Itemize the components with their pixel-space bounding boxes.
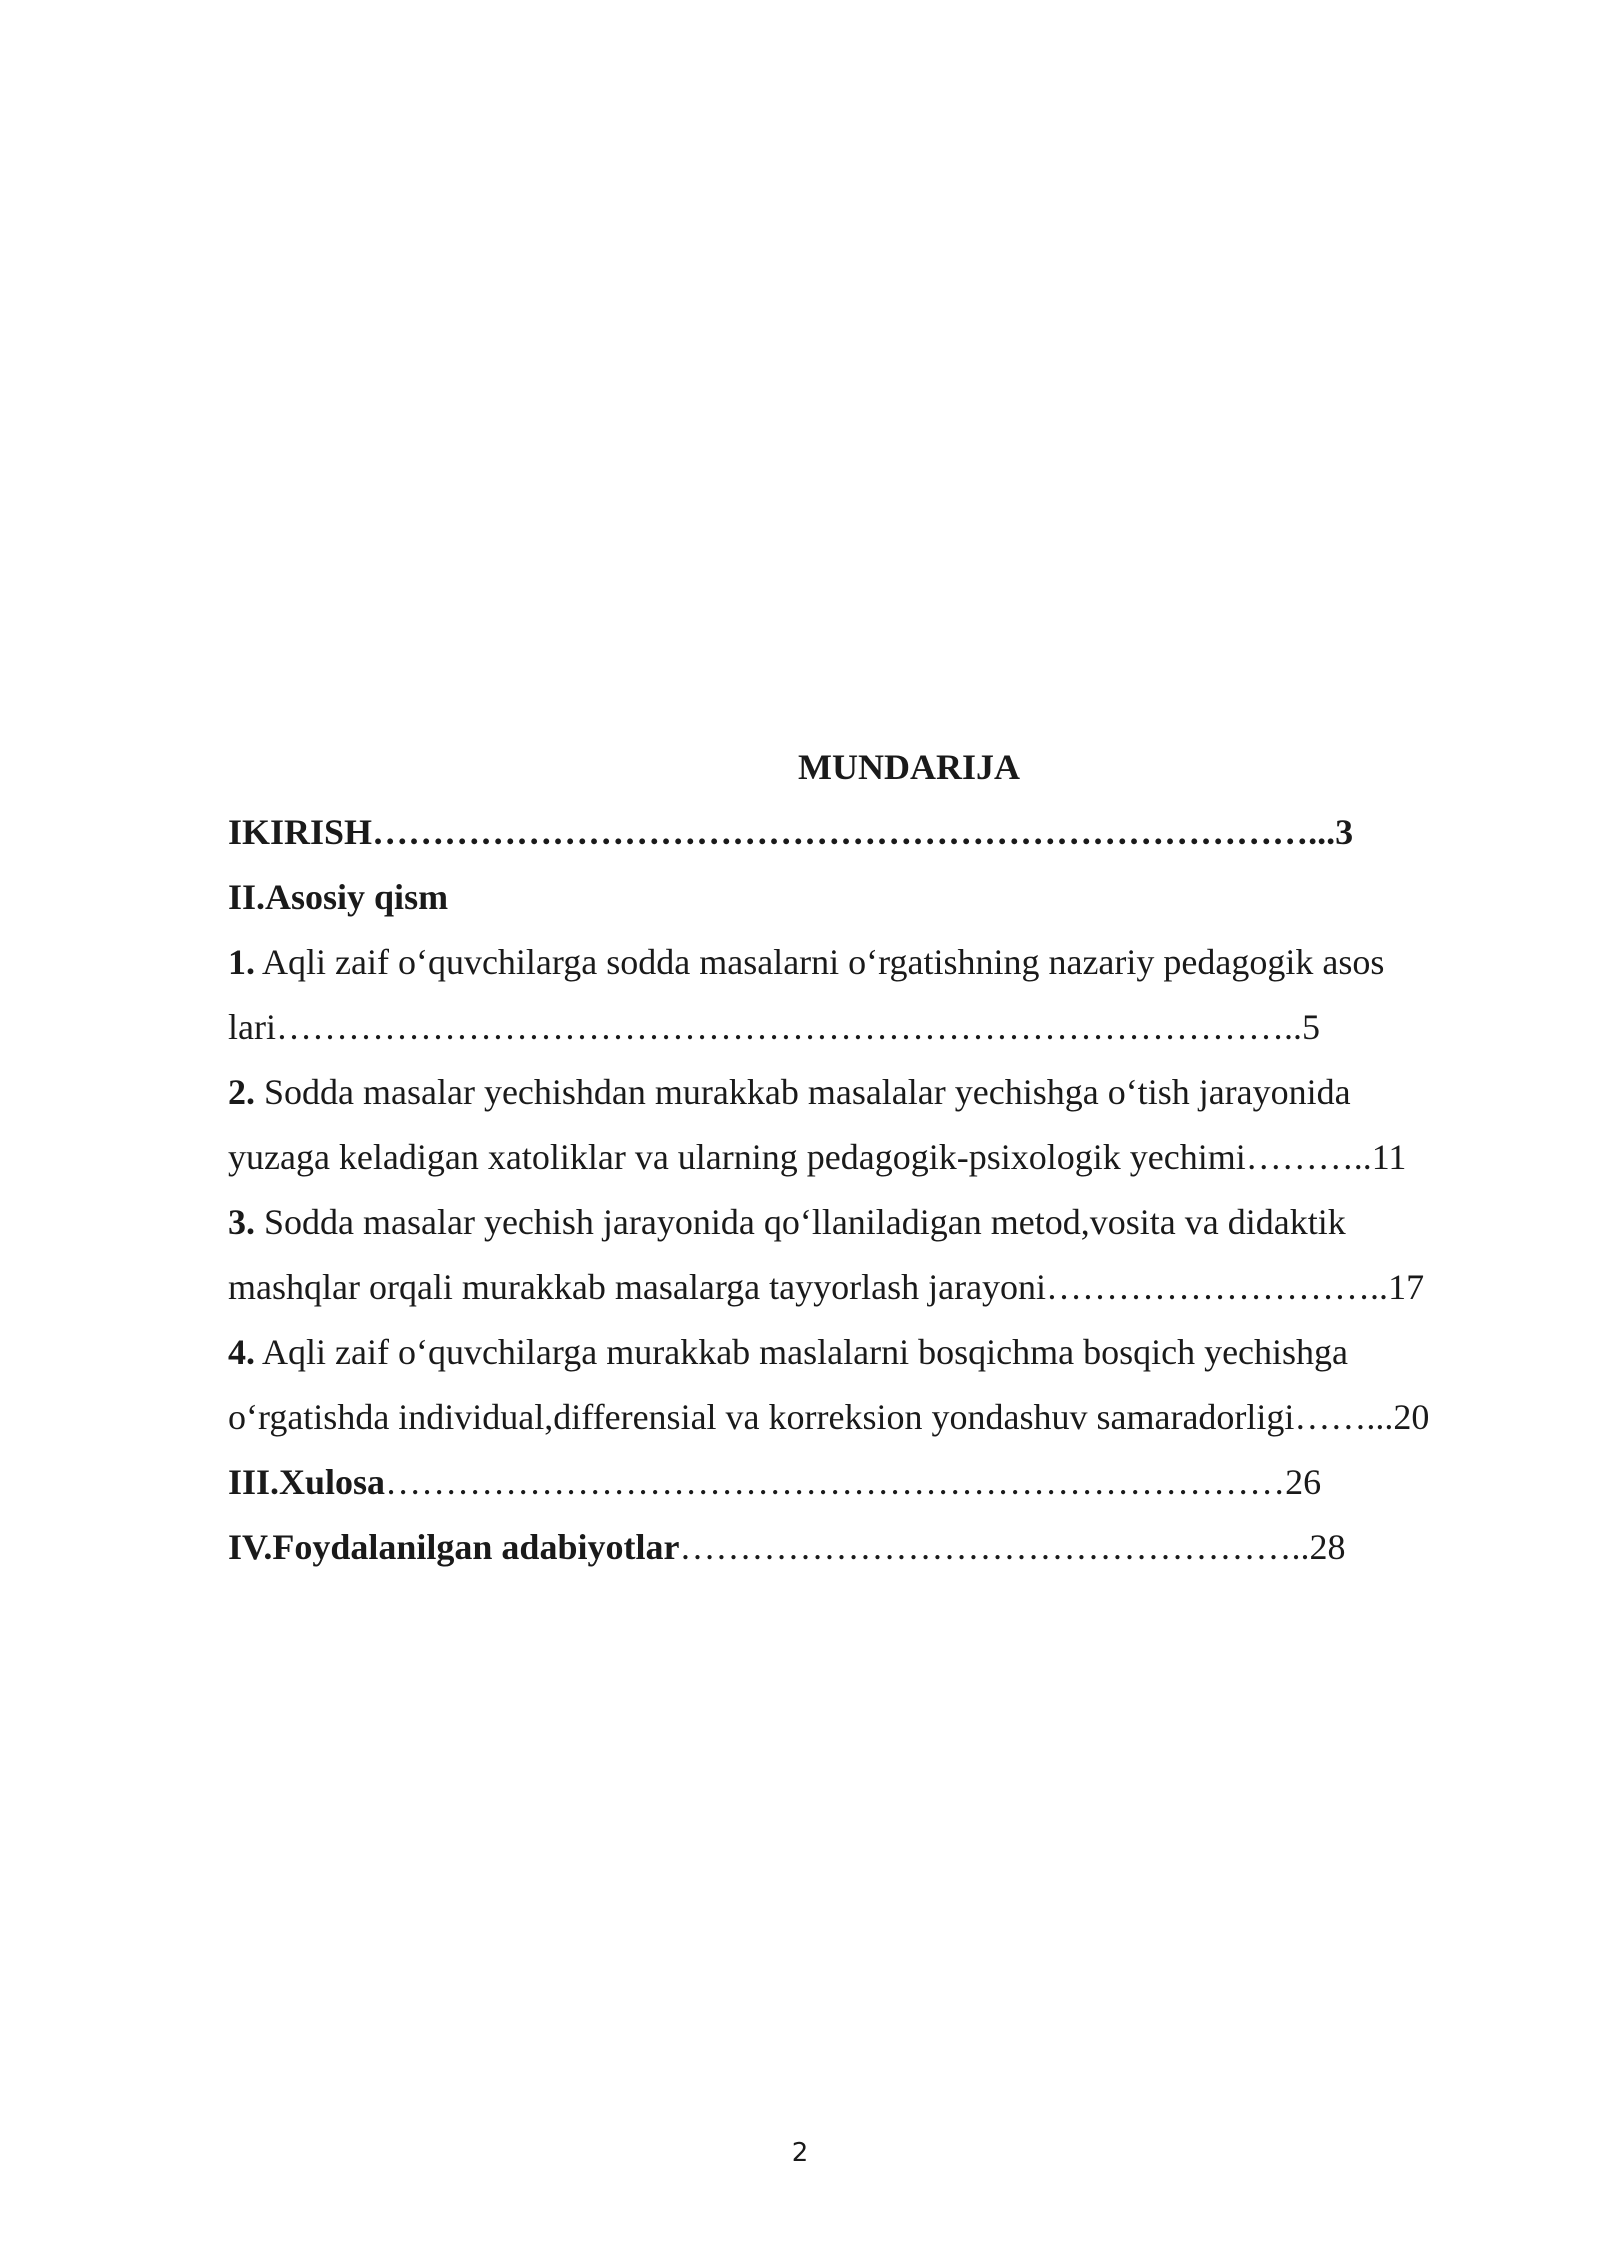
toc-entry-label: IV.Foydalanilgan adabiyotlar (228, 1527, 680, 1567)
toc-entry-item4 (228, 1320, 1490, 1385)
toc-page-number: 17 (1388, 1267, 1425, 1307)
toc-leader-dots: ……………………………………………………………………... (372, 812, 1336, 852)
toc-entry-text: o‘rgatishda individual,differensial va korreksion yondashuv samaradorligi……... (228, 1397, 1394, 1437)
toc-entry-text: yuzaga keladigan xatoliklar va ularning pedagogik-psixologik yechimi……….. (228, 1137, 1372, 1177)
toc-entry-part4 (228, 1515, 1490, 1580)
toc-entry-item1-cont (228, 995, 1490, 1060)
toc-entry-text: Aqli zaif o‘quvchilarga sodda masalarni o‘rgatishning nazariy pedagogik asos (255, 942, 1385, 982)
toc-entry-part3 (228, 1450, 1490, 1515)
toc-item-number: 3. (228, 1202, 255, 1242)
toc-entry-item2 (228, 1060, 1490, 1125)
toc-leader-dots: ………………………………………………………………… (385, 1462, 1286, 1502)
toc-entry-item2-cont (228, 1125, 1490, 1190)
toc-entry-item3-cont (228, 1255, 1490, 1320)
toc-item-number: 4. (228, 1332, 255, 1372)
toc-page-number: 20 (1393, 1397, 1430, 1437)
toc-entry-item1 (228, 930, 1490, 995)
toc-entry-item4-cont (228, 1385, 1490, 1450)
toc-page-number: 3 (1335, 812, 1354, 852)
toc-entry-label: III.Xulosa (228, 1462, 386, 1502)
toc-item-number: 1. (228, 942, 255, 982)
toc-title: MUNDARIJA (798, 747, 1020, 787)
toc-entry-text: Aqli zaif o‘quvchilarga murakkab maslalarni bosqichma bosqich yechishga (255, 1332, 1349, 1372)
toc-entry-text: Sodda masalar yechish jarayonida qo‘llaniladigan metod,vosita va didaktik (255, 1202, 1346, 1242)
toc-entry-text: lari………………………………………………………………………….. (228, 1007, 1302, 1047)
toc-page-number: 26 (1285, 1462, 1322, 1502)
toc-entry-label: II.Asosiy qism (228, 877, 449, 917)
toc-page-number: 5 (1301, 1007, 1320, 1047)
page-number: 2 (791, 2138, 809, 2168)
toc-entry-part2 (228, 865, 1490, 930)
toc-entry-text: mashqlar orqali murakkab masalarga tayyorlash jarayoni……………………….. (228, 1267, 1389, 1307)
table-of-contents (228, 735, 1490, 1580)
toc-entry-item3 (228, 1190, 1490, 1255)
toc-item-number: 2. (228, 1072, 255, 1112)
toc-entry-label: IKIRISH (228, 812, 373, 852)
toc-page-number: 28 (1309, 1527, 1346, 1567)
toc-entry-text: Sodda masalar yechishdan murakkab masalalar yechishga o‘tish jarayonida (255, 1072, 1351, 1112)
toc-page-number: 11 (1371, 1137, 1407, 1177)
toc-leader-dots: …………………………………………….. (679, 1527, 1310, 1567)
toc-entry-intro (228, 800, 1490, 865)
